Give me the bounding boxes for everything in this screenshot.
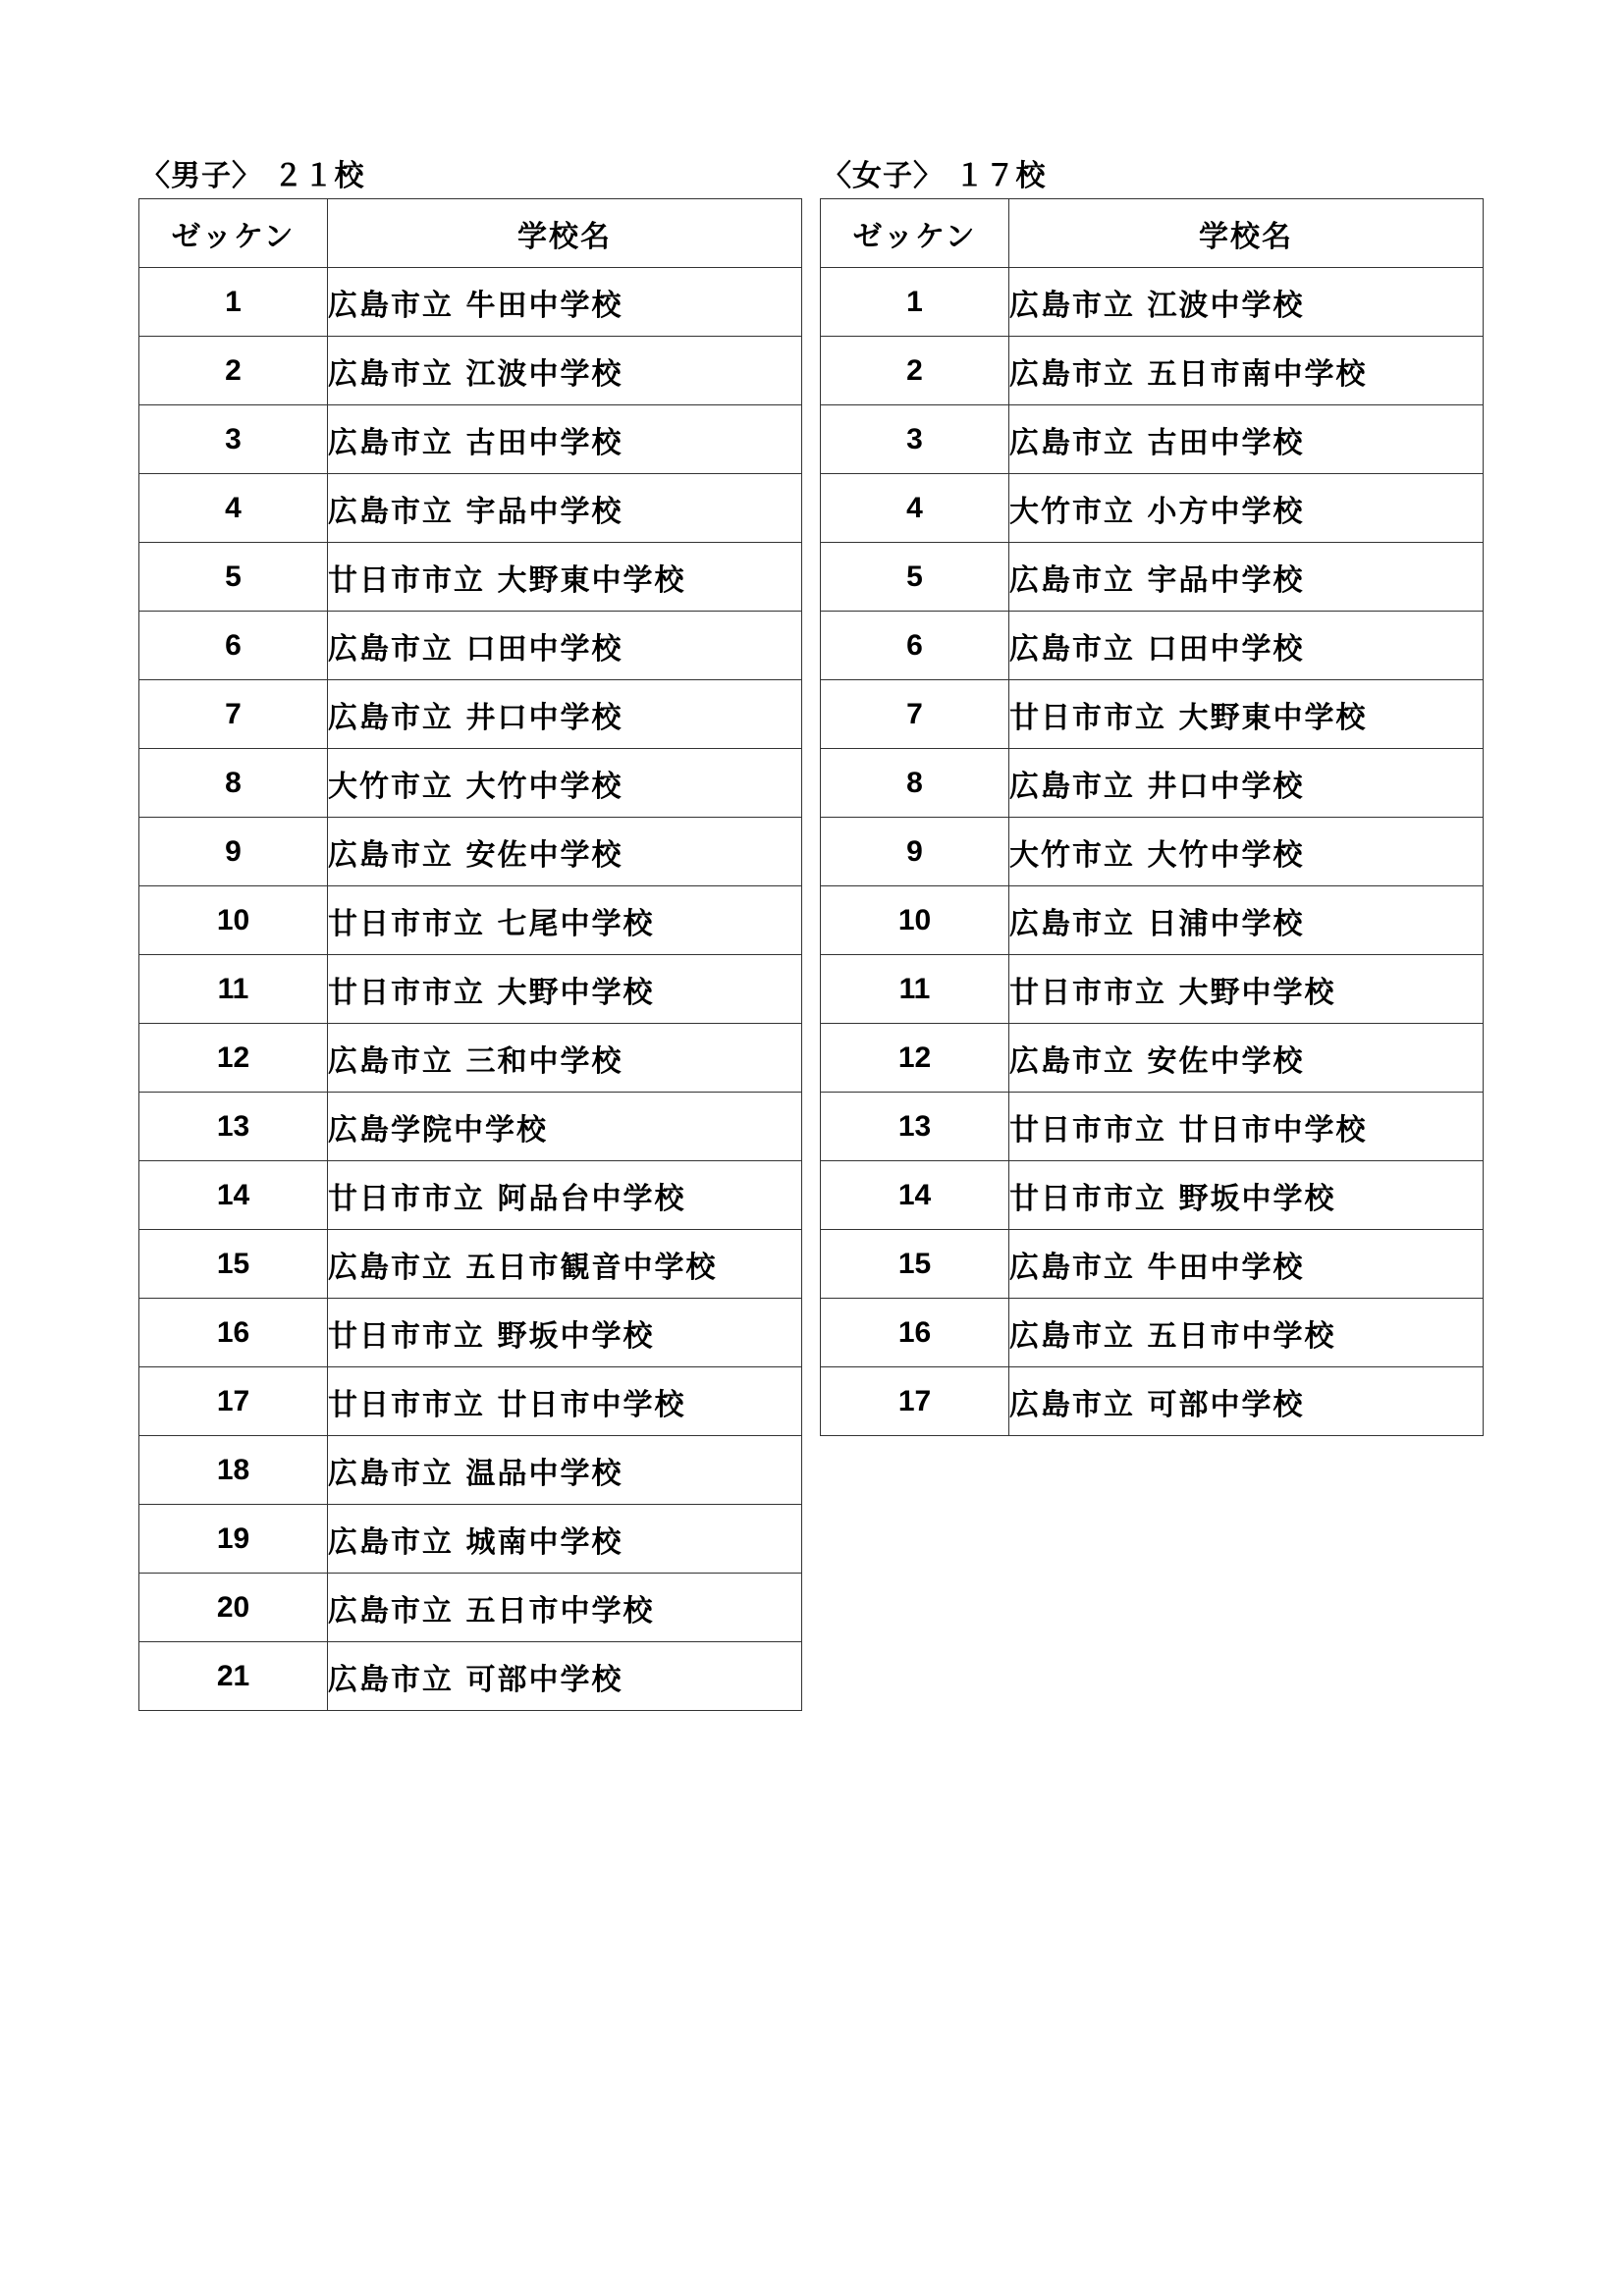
table-row xyxy=(139,1024,802,1093)
girls-number-header: ゼッケン xyxy=(821,199,1009,268)
boys-title: 〈男子〉 ２１校 xyxy=(140,159,365,193)
girls-school-header: 学校名 xyxy=(1009,199,1484,268)
table-row xyxy=(139,612,802,680)
boys-school-header: 学校名 xyxy=(328,199,802,268)
girls-title: 〈女子〉 １７校 xyxy=(822,159,1047,193)
school-name-cell: 廿日市市立 廿日市中学校 xyxy=(328,1367,802,1436)
bib-number-cell: 1 xyxy=(821,268,1009,337)
school-name-cell: 廿日市市立 大野東中学校 xyxy=(1009,680,1484,749)
school-name-cell: 広島市立 古田中学校 xyxy=(1009,405,1484,474)
school-name-cell: 廿日市市立 野坂中学校 xyxy=(1009,1161,1484,1230)
bib-number-cell: 9 xyxy=(139,818,328,886)
school-name-cell: 広島市立 江波中学校 xyxy=(328,337,802,405)
table-row xyxy=(139,1574,802,1642)
table-row xyxy=(139,1505,802,1574)
school-name-cell: 廿日市市立 大野中学校 xyxy=(328,955,802,1024)
bib-number-cell: 11 xyxy=(821,955,1009,1024)
school-name-cell: 廿日市市立 七尾中学校 xyxy=(328,886,802,955)
bib-number-cell: 4 xyxy=(139,474,328,543)
table-row xyxy=(139,818,802,886)
boys-header-row xyxy=(139,199,802,268)
bib-number-cell: 15 xyxy=(139,1230,328,1299)
bib-number-cell: 8 xyxy=(139,749,328,818)
school-name-cell: 廿日市市立 大野中学校 xyxy=(1009,955,1484,1024)
table-row xyxy=(821,680,1484,749)
school-name-cell: 大竹市立 大竹中学校 xyxy=(1009,818,1484,886)
table-row xyxy=(139,1230,802,1299)
girls-header-row xyxy=(821,199,1484,268)
girls-table xyxy=(820,198,1484,1436)
girls-table-body xyxy=(821,268,1484,1436)
table-row xyxy=(139,886,802,955)
school-name-cell: 広島市立 口田中学校 xyxy=(1009,612,1484,680)
bib-number-cell: 3 xyxy=(821,405,1009,474)
table-row xyxy=(139,1436,802,1505)
bib-number-cell: 14 xyxy=(821,1161,1009,1230)
school-name-cell: 廿日市市立 廿日市中学校 xyxy=(1009,1093,1484,1161)
bib-number-cell: 13 xyxy=(821,1093,1009,1161)
bib-number-cell: 4 xyxy=(821,474,1009,543)
bib-number-cell: 7 xyxy=(821,680,1009,749)
school-name-cell: 広島市立 口田中学校 xyxy=(328,612,802,680)
table-row xyxy=(821,268,1484,337)
bib-number-cell: 17 xyxy=(821,1367,1009,1436)
school-name-cell: 廿日市市立 大野東中学校 xyxy=(328,543,802,612)
table-row xyxy=(821,1161,1484,1230)
school-name-cell: 広島市立 三和中学校 xyxy=(328,1024,802,1093)
boys-number-header: ゼッケン xyxy=(139,199,328,268)
boys-section xyxy=(138,154,802,1711)
bib-number-cell: 21 xyxy=(139,1642,328,1711)
table-row xyxy=(821,1299,1484,1367)
bib-number-cell: 16 xyxy=(139,1299,328,1367)
table-row xyxy=(821,543,1484,612)
boys-table xyxy=(138,198,802,1711)
bib-number-cell: 14 xyxy=(139,1161,328,1230)
bib-number-cell: 12 xyxy=(821,1024,1009,1093)
table-row xyxy=(139,474,802,543)
school-name-cell: 広島市立 井口中学校 xyxy=(328,680,802,749)
school-name-cell: 広島市立 五日市中学校 xyxy=(1009,1299,1484,1367)
table-row xyxy=(821,405,1484,474)
school-name-cell: 広島市立 牛田中学校 xyxy=(328,268,802,337)
bib-number-cell: 12 xyxy=(139,1024,328,1093)
bib-number-cell: 1 xyxy=(139,268,328,337)
school-name-cell: 広島市立 城南中学校 xyxy=(328,1505,802,1574)
table-row xyxy=(139,1642,802,1711)
school-name-cell: 広島市立 五日市観音中学校 xyxy=(328,1230,802,1299)
school-name-cell: 広島市立 井口中学校 xyxy=(1009,749,1484,818)
school-name-cell: 広島市立 温品中学校 xyxy=(328,1436,802,1505)
table-row xyxy=(139,1093,802,1161)
table-row xyxy=(139,268,802,337)
school-name-cell: 広島市立 古田中学校 xyxy=(328,405,802,474)
table-row xyxy=(821,1024,1484,1093)
bib-number-cell: 3 xyxy=(139,405,328,474)
school-name-cell: 広島市立 五日市南中学校 xyxy=(1009,337,1484,405)
table-row xyxy=(139,749,802,818)
bib-number-cell: 15 xyxy=(821,1230,1009,1299)
school-name-cell: 広島市立 可部中学校 xyxy=(328,1642,802,1711)
table-row xyxy=(139,680,802,749)
school-name-cell: 広島市立 牛田中学校 xyxy=(1009,1230,1484,1299)
school-name-cell: 大竹市立 小方中学校 xyxy=(1009,474,1484,543)
bib-number-cell: 19 xyxy=(139,1505,328,1574)
school-name-cell: 広島学院中学校 xyxy=(328,1093,802,1161)
bib-number-cell: 18 xyxy=(139,1436,328,1505)
table-row xyxy=(139,337,802,405)
bib-number-cell: 9 xyxy=(821,818,1009,886)
bib-number-cell: 8 xyxy=(821,749,1009,818)
boys-table-body xyxy=(139,268,802,1711)
bib-number-cell: 13 xyxy=(139,1093,328,1161)
table-row xyxy=(139,405,802,474)
school-name-cell: 広島市立 五日市中学校 xyxy=(328,1574,802,1642)
school-name-cell: 広島市立 宇品中学校 xyxy=(328,474,802,543)
bib-number-cell: 10 xyxy=(139,886,328,955)
bib-number-cell: 6 xyxy=(821,612,1009,680)
table-row xyxy=(139,1299,802,1367)
table-row xyxy=(821,612,1484,680)
table-row xyxy=(821,337,1484,405)
school-name-cell: 広島市立 安佐中学校 xyxy=(1009,1024,1484,1093)
table-row xyxy=(821,886,1484,955)
school-name-cell: 大竹市立 大竹中学校 xyxy=(328,749,802,818)
bib-number-cell: 7 xyxy=(139,680,328,749)
bib-number-cell: 20 xyxy=(139,1574,328,1642)
bib-number-cell: 10 xyxy=(821,886,1009,955)
table-row xyxy=(139,1367,802,1436)
bib-number-cell: 5 xyxy=(821,543,1009,612)
school-name-cell: 広島市立 日浦中学校 xyxy=(1009,886,1484,955)
bib-number-cell: 11 xyxy=(139,955,328,1024)
table-row xyxy=(139,955,802,1024)
bib-number-cell: 17 xyxy=(139,1367,328,1436)
table-row xyxy=(139,543,802,612)
bib-number-cell: 16 xyxy=(821,1299,1009,1367)
bib-number-cell: 2 xyxy=(139,337,328,405)
school-name-cell: 廿日市市立 野坂中学校 xyxy=(328,1299,802,1367)
school-name-cell: 広島市立 可部中学校 xyxy=(1009,1367,1484,1436)
school-name-cell: 廿日市市立 阿品台中学校 xyxy=(328,1161,802,1230)
school-name-cell: 広島市立 宇品中学校 xyxy=(1009,543,1484,612)
table-row xyxy=(821,1367,1484,1436)
table-row xyxy=(821,749,1484,818)
table-row xyxy=(139,1161,802,1230)
table-row xyxy=(821,474,1484,543)
table-row xyxy=(821,1093,1484,1161)
girls-section xyxy=(820,154,1484,1436)
bib-number-cell: 6 xyxy=(139,612,328,680)
table-row xyxy=(821,955,1484,1024)
table-row xyxy=(821,818,1484,886)
school-name-cell: 広島市立 江波中学校 xyxy=(1009,268,1484,337)
school-name-cell: 広島市立 安佐中学校 xyxy=(328,818,802,886)
table-row xyxy=(821,1230,1484,1299)
bib-number-cell: 5 xyxy=(139,543,328,612)
bib-number-cell: 2 xyxy=(821,337,1009,405)
